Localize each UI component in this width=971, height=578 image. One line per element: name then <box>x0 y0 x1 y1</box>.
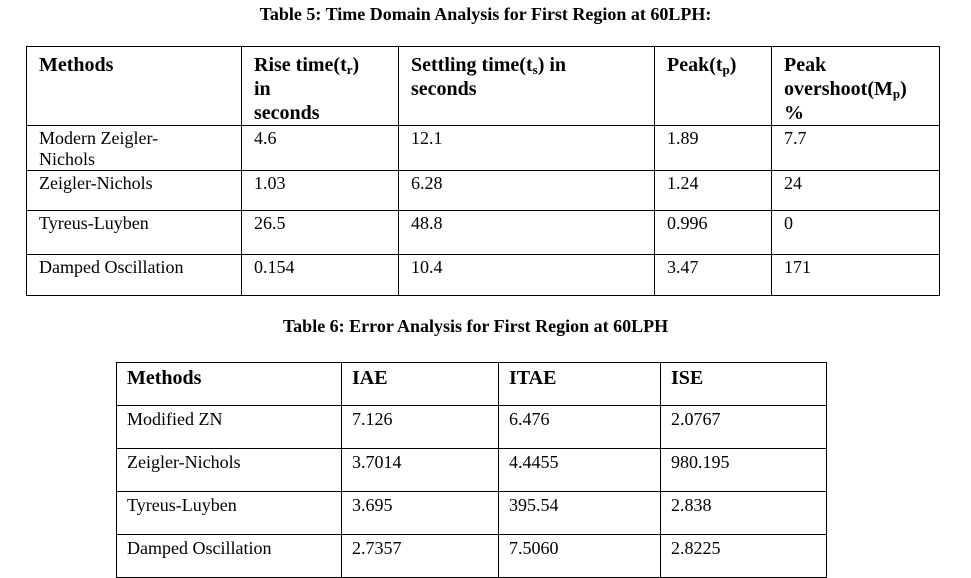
table-header-row <box>117 363 827 406</box>
cell-method: Modern Zeigler- Nichols <box>27 126 242 171</box>
cell-method: Damped Oscillation <box>27 255 242 296</box>
cell-method: Modified ZN <box>117 406 342 449</box>
header-peak-overshoot: Peak $overshoot(M_p)$ % <box>772 47 940 126</box>
table-row <box>117 535 827 578</box>
cell-ise: 2.8225 <box>661 535 827 578</box>
header-methods: Methods <box>117 363 342 406</box>
cell-iae: 2.7357 <box>342 535 499 578</box>
cell-method: Zeigler-Nichols <box>27 171 242 211</box>
table-row <box>27 255 940 296</box>
cell-itae: 7.5060 <box>499 535 661 578</box>
table-row <box>117 449 827 492</box>
header-iae: IAE <box>342 363 499 406</box>
header-rise-time: Rise $time(t_r)$ in seconds <box>242 47 399 126</box>
cell-settle: 48.8 <box>399 211 655 255</box>
cell-settle: 10.4 <box>399 255 655 296</box>
table-row <box>117 492 827 535</box>
cell-overshoot: 0 <box>772 211 940 255</box>
cell-method: Zeigler-Nichols <box>117 449 342 492</box>
header-ise: ISE <box>661 363 827 406</box>
cell-rise: 1.03 <box>242 171 399 211</box>
table-row <box>27 171 940 211</box>
cell-iae: 7.126 <box>342 406 499 449</box>
header-peak: $Peak(t_p)$ <box>655 47 772 126</box>
cell-itae: 6.476 <box>499 406 661 449</box>
cell-settle: 6.28 <box>399 171 655 211</box>
header-itae: ITAE <box>499 363 661 406</box>
cell-ise: 2.0767 <box>661 406 827 449</box>
cell-rise: 4.6 <box>242 126 399 171</box>
table-row <box>27 211 940 255</box>
cell-ise: 980.195 <box>661 449 827 492</box>
error-analysis-table <box>116 362 827 578</box>
cell-method: Damped Oscillation <box>117 535 342 578</box>
table-row <box>117 406 827 449</box>
table-row <box>27 126 940 171</box>
cell-itae: 395.54 <box>499 492 661 535</box>
time-domain-table <box>26 46 940 296</box>
table-header-row <box>27 47 940 126</box>
cell-method: Tyreus-Luyben <box>117 492 342 535</box>
cell-iae: 3.7014 <box>342 449 499 492</box>
cell-overshoot: 24 <box>772 171 940 211</box>
cell-peak: 1.24 <box>655 171 772 211</box>
header-settling-time: Settling $time(t_s)$ in seconds <box>399 47 655 126</box>
header-methods: Methods <box>27 47 242 126</box>
cell-ise: 2.838 <box>661 492 827 535</box>
cell-method: Tyreus-Luyben <box>27 211 242 255</box>
cell-itae: 4.4455 <box>499 449 661 492</box>
cell-peak: 0.996 <box>655 211 772 255</box>
table6-caption: Table 6: Error Analysis for First Region at 60LPH <box>282 316 669 336</box>
cell-overshoot: 171 <box>772 255 940 296</box>
cell-rise: 0.154 <box>242 255 399 296</box>
cell-settle: 12.1 <box>399 126 655 171</box>
table5-caption: Table 5: Time Domain Analysis for First Region at 60LPH: <box>259 4 712 24</box>
cell-peak: 1.89 <box>655 126 772 171</box>
cell-iae: 3.695 <box>342 492 499 535</box>
cell-peak: 3.47 <box>655 255 772 296</box>
cell-rise: 26.5 <box>242 211 399 255</box>
cell-overshoot: 7.7 <box>772 126 940 171</box>
